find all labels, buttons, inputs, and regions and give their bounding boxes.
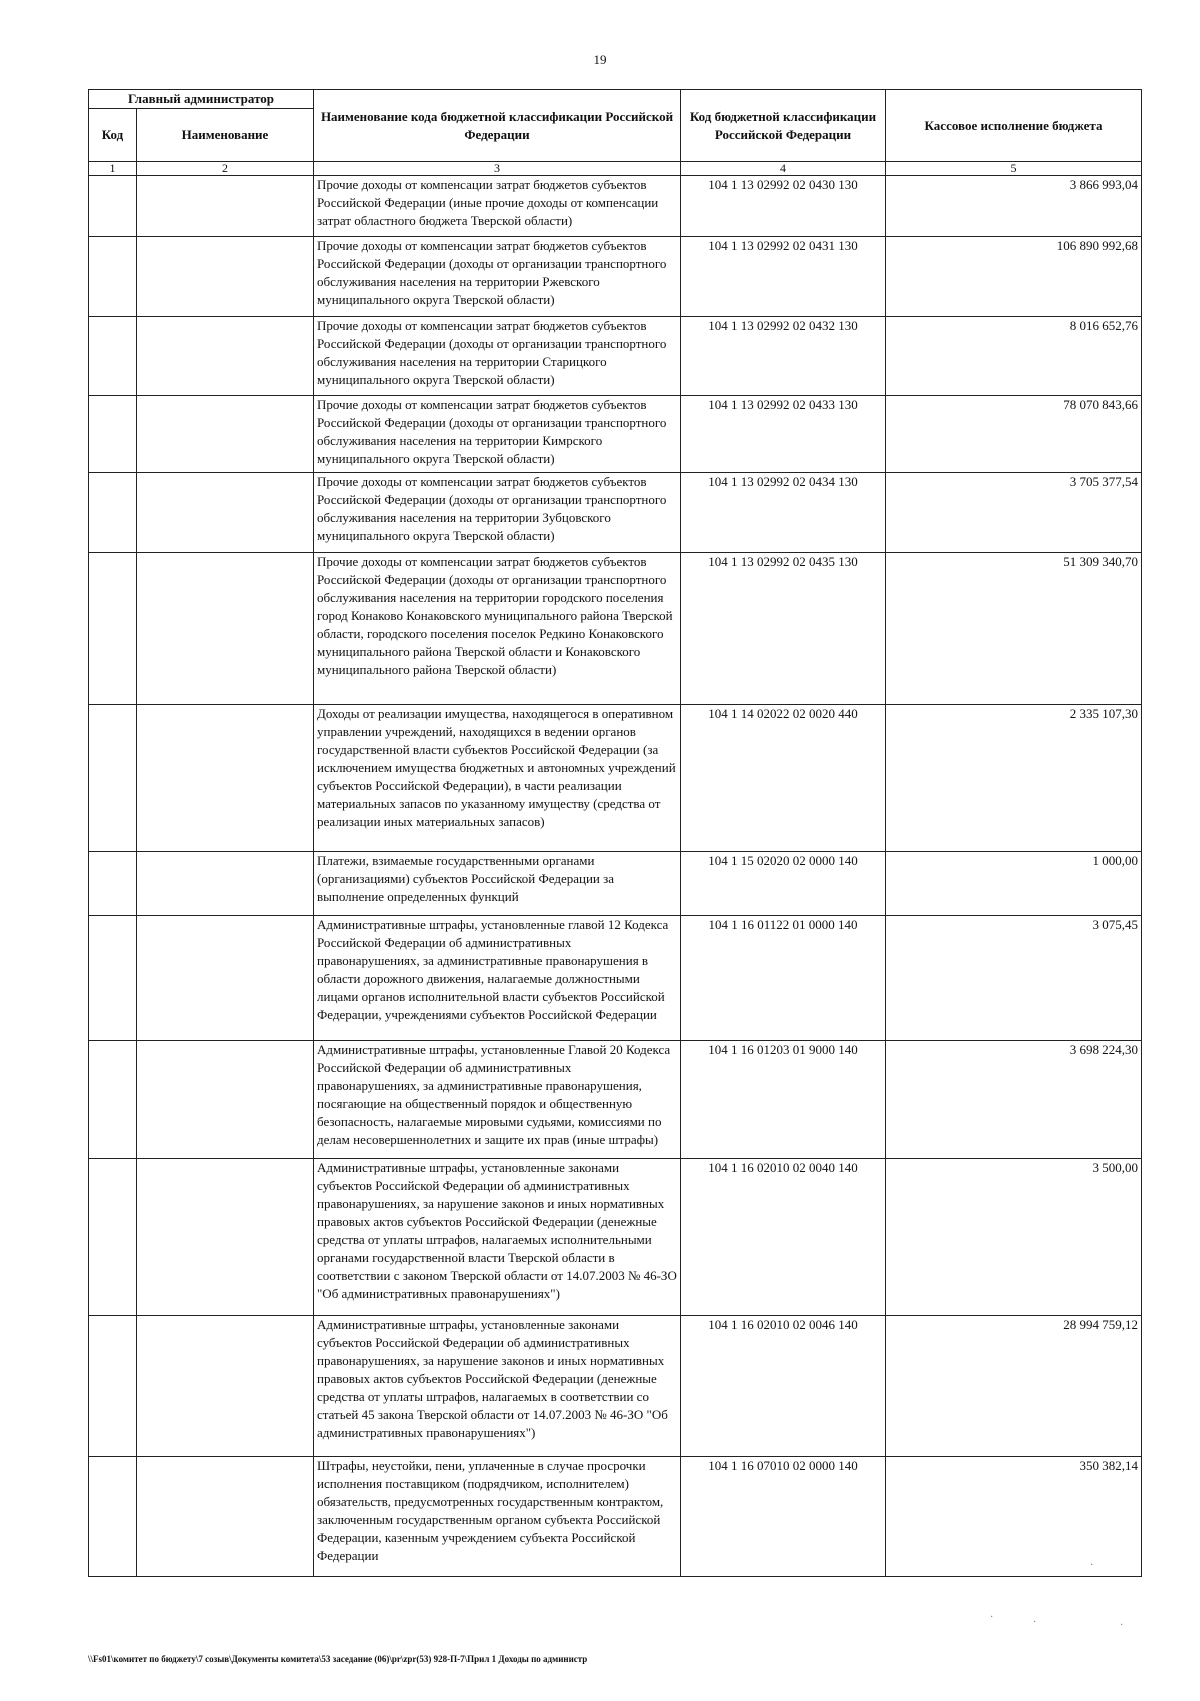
kbk-code-cell: 104 1 16 02010 02 0040 140 (681, 1159, 886, 1316)
amount-cell: 2 335 107,30 (886, 705, 1142, 852)
table-row (89, 916, 1142, 1041)
table-row (89, 396, 1142, 473)
kbk-code-cell: 104 1 13 02992 02 0434 130 (681, 473, 886, 553)
column-number: 2 (137, 162, 314, 176)
admin-name-cell (137, 237, 314, 317)
revenue-table (88, 89, 1142, 1577)
kbk-code-cell: 104 1 16 07010 02 0000 140 (681, 1457, 886, 1577)
table-row (89, 852, 1142, 916)
kbk-name-cell: Административные штрафы, установленные законами субъектов Российской Федерации об административных правонарушениях, за нарушение законов и иных нормативных правовых актов субъектов Российской Федерации (денежные средства от уплаты штрафов, налагаемых в соответствии со статьей 45 закона Тверской области от 14.07.2003 № 46-ЗО "Об административных правонарушениях") (314, 1316, 681, 1457)
table-row (89, 553, 1142, 705)
admin-code-cell (89, 473, 137, 553)
amount-cell: 106 890 992,68 (886, 237, 1142, 317)
table-row (89, 1159, 1142, 1316)
kbk-name-cell: Административные штрафы, установленные Главой 20 Кодекса Российской Федерации об административных правонарушениях, за административные правонарушения, посягающие на общественный порядок и общественную безопасность, налагаемые мировыми судьями, комиссиями по делам несовершеннолетних и защите их прав (иные штрафы) (314, 1041, 681, 1159)
admin-code-cell (89, 705, 137, 852)
admin-name-cell (137, 396, 314, 473)
table-row (89, 1041, 1142, 1159)
admin-name-cell (137, 176, 314, 237)
kbk-code-cell: 104 1 13 02992 02 0432 130 (681, 317, 886, 396)
kbk-code-cell: 104 1 13 02992 02 0431 130 (681, 237, 886, 317)
kbk-code-cell: 104 1 13 02992 02 0430 130 (681, 176, 886, 237)
admin-code-cell (89, 553, 137, 705)
amount-cell: 350 382,14 (886, 1457, 1142, 1577)
header-execution: Кассовое исполнение бюджета (886, 90, 1142, 162)
kbk-name-cell: Прочие доходы от компенсации затрат бюджетов субъектов Российской Федерации (доходы от организации транспортного обслуживания населения на территории Зубцовского муниципального округа Тверской области) (314, 473, 681, 553)
page-number: 19 (593, 52, 607, 67)
admin-name-cell (137, 1316, 314, 1457)
kbk-code-cell: 104 1 16 02010 02 0046 140 (681, 1316, 886, 1457)
admin-name-cell (137, 1159, 314, 1316)
table-row (89, 705, 1142, 852)
header-name: Наименование (137, 109, 314, 162)
table-row (89, 317, 1142, 396)
amount-cell: 1 000,00 (886, 852, 1142, 916)
table-row (89, 1457, 1142, 1577)
admin-name-cell (137, 317, 314, 396)
kbk-name-cell: Доходы от реализации имущества, находящегося в оперативном управлении учреждений, находящихся в ведении органов государственной власти субъектов Российской Федерации (за исключением имущества бюджетных и автономных учреждений субъектов Российской Федерации), в части реализации материальных запасов по указанному имуществу (средства от реализации иных материальных запасов) (314, 705, 681, 852)
admin-code-cell (89, 396, 137, 473)
amount-cell: 51 309 340,70 (886, 553, 1142, 705)
admin-name-cell (137, 852, 314, 916)
table-row (89, 176, 1142, 237)
admin-code-cell (89, 317, 137, 396)
amount-cell: 3 075,45 (886, 916, 1142, 1041)
admin-code-cell (89, 1316, 137, 1457)
header-kbk-name: Наименование кода бюджетной классификации Российской Федерации (314, 90, 681, 162)
amount-cell: 8 016 652,76 (886, 317, 1142, 396)
kbk-code-cell: 104 1 13 02992 02 0433 130 (681, 396, 886, 473)
kbk-name-cell: Прочие доходы от компенсации затрат бюджетов субъектов Российской Федерации (доходы от организации транспортного обслуживания населения на территории Ржевского муниципального округа Тверской области) (314, 237, 681, 317)
admin-name-cell (137, 553, 314, 705)
admin-name-cell (137, 1041, 314, 1159)
kbk-name-cell: Платежи, взимаемые государственными органами (организациями) субъектов Российской Федерации за выполнение определенных функций (314, 852, 681, 916)
header-main-admin: Главный администратор (89, 90, 314, 109)
kbk-name-cell: Прочие доходы от компенсации затрат бюджетов субъектов Российской Федерации (доходы от организации транспортного обслуживания населения на территории городского поселения город Конаково Конаковского муниципального района Тверской области, городского поселения поселок Редкино Конаковского муниципального района Тверской области и Конаковского муниципального района Тверской области) (314, 553, 681, 705)
table-row (89, 1316, 1142, 1457)
kbk-code-cell: 104 1 16 01203 01 9000 140 (681, 1041, 886, 1159)
table-row (89, 237, 1142, 317)
header-code: Код (89, 109, 137, 162)
kbk-name-cell: Прочие доходы от компенсации затрат бюджетов субъектов Российской Федерации (доходы от организации транспортного обслуживания населения на территории Старицкого муниципального округа Тверской области) (314, 317, 681, 396)
admin-code-cell (89, 176, 137, 237)
file-path-footer: \\Fs01\комитет по бюджету\7 созыв\Документы комитета\53 заседание (06)\pr\zpr(53) 928-П-7\Прил 1 Доходы по администр (88, 1654, 588, 1664)
table-row (89, 473, 1142, 553)
admin-name-cell (137, 705, 314, 852)
kbk-code-cell: 104 1 13 02992 02 0435 130 (681, 553, 886, 705)
admin-code-cell (89, 916, 137, 1041)
kbk-name-cell: Прочие доходы от компенсации затрат бюджетов субъектов Российской Федерации (иные прочие доходы от компенсации затрат областного бюджета Тверской области) (314, 176, 681, 237)
admin-code-cell (89, 237, 137, 317)
amount-cell: 3 500,00 (886, 1159, 1142, 1316)
admin-name-cell (137, 473, 314, 553)
column-number: 5 (886, 162, 1142, 176)
amount-cell: 78 070 843,66 (886, 396, 1142, 473)
scan-speck: · (1033, 1617, 1037, 1628)
column-number: 3 (314, 162, 681, 176)
admin-name-cell (137, 916, 314, 1041)
amount-cell: 3 866 993,04 (886, 176, 1142, 237)
kbk-name-cell: Административные штрафы, установленные главой 12 Кодекса Российской Федерации об административных правонарушениях, за административные правонарушения в области дорожного движения, налагаемые должностными лицами органов исполнительной власти субъектов Российской Федерации, учреждениями субъектов Российской Федерации (314, 916, 681, 1041)
scan-speck: · (1120, 1620, 1124, 1631)
scan-speck: · (1090, 1560, 1094, 1571)
admin-code-cell (89, 1159, 137, 1316)
kbk-name-cell: Прочие доходы от компенсации затрат бюджетов субъектов Российской Федерации (доходы от организации транспортного обслуживания населения на территории Кимрского муниципального округа Тверской области) (314, 396, 681, 473)
kbk-name-cell: Штрафы, неустойки, пени, уплаченные в случае просрочки исполнения поставщиком (подрядчиком, исполнителем) обязательств, предусмотренных государственным контрактом, заключенным государственным органом субъекта Российской Федерации, казенным учреждением субъекта Российской Федерации (314, 1457, 681, 1577)
admin-code-cell (89, 1457, 137, 1577)
kbk-code-cell: 104 1 16 01122 01 0000 140 (681, 916, 886, 1041)
column-number: 4 (681, 162, 886, 176)
kbk-code-cell: 104 1 15 02020 02 0000 140 (681, 852, 886, 916)
admin-code-cell (89, 1041, 137, 1159)
kbk-name-cell: Административные штрафы, установленные законами субъектов Российской Федерации об административных правонарушениях, за нарушение законов и иных нормативных правовых актов субъектов Российской Федерации (денежные средства от уплаты штрафов, налагаемых исполнительными органами государственной власти Тверской области в соответствии с законом Тверской области от 14.07.2003 № 46-ЗО "Об административных правонарушениях") (314, 1159, 681, 1316)
scan-speck: · (990, 1612, 994, 1623)
header-kbk-code: Код бюджетной классификации Российской Федерации (681, 90, 886, 162)
amount-cell: 28 994 759,12 (886, 1316, 1142, 1457)
amount-cell: 3 698 224,30 (886, 1041, 1142, 1159)
admin-name-cell (137, 1457, 314, 1577)
amount-cell: 3 705 377,54 (886, 473, 1142, 553)
kbk-code-cell: 104 1 14 02022 02 0020 440 (681, 705, 886, 852)
admin-code-cell (89, 852, 137, 916)
column-number: 1 (89, 162, 137, 176)
